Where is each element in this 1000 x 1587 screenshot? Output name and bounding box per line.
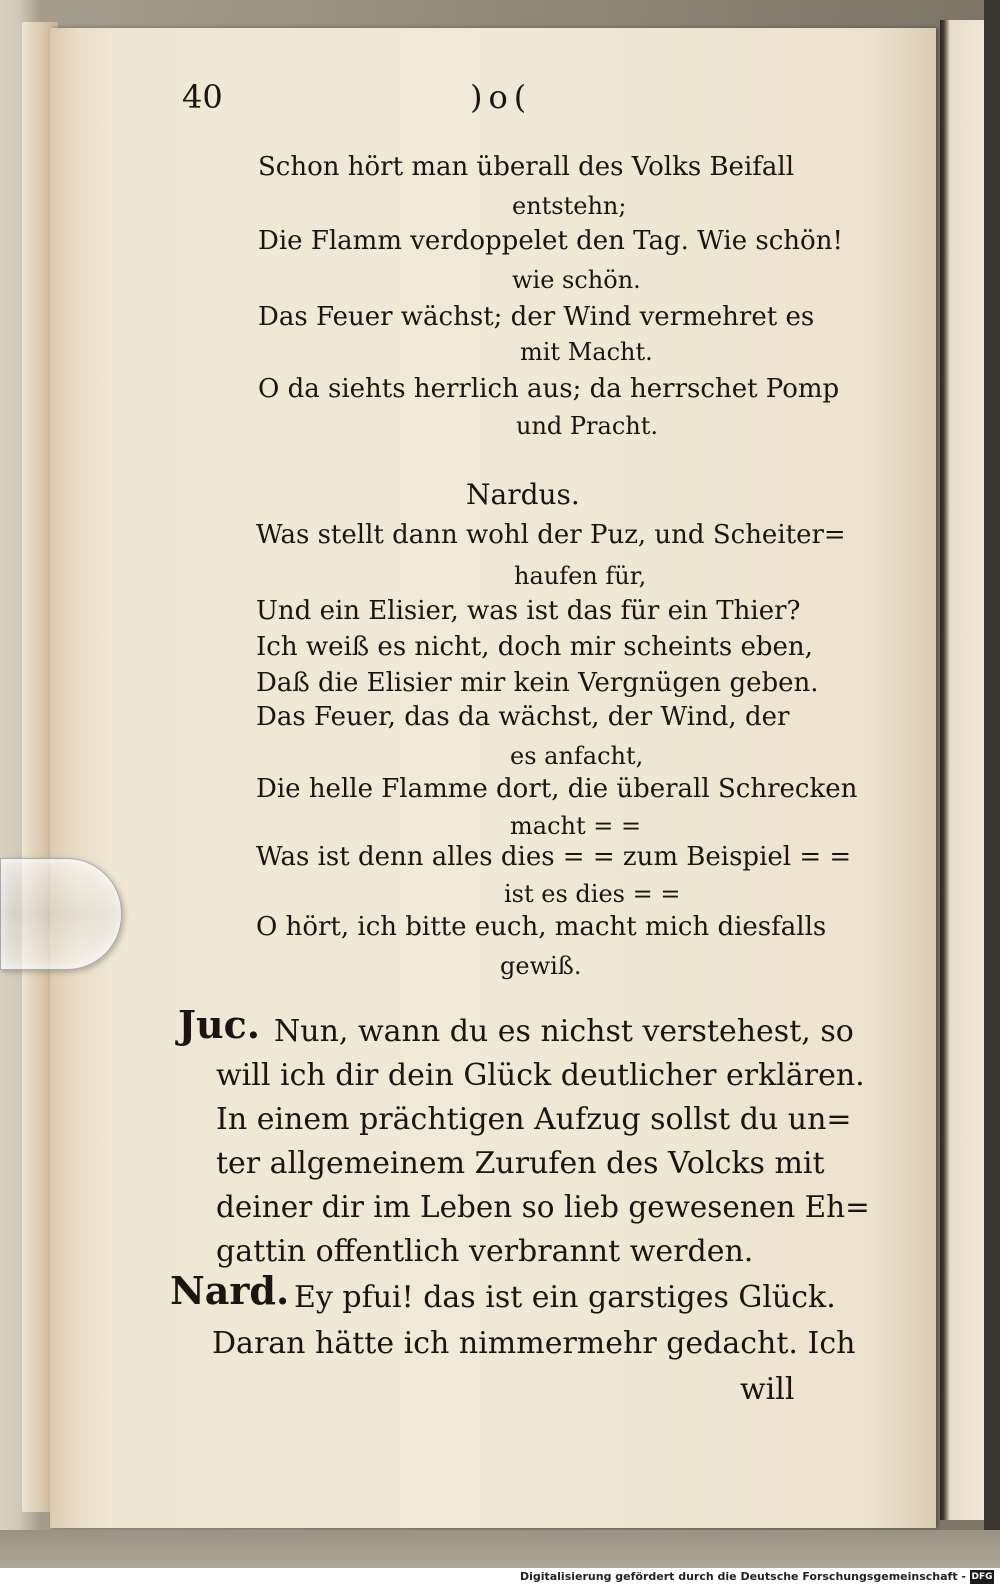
prose-line: ter allgemeinem Zurufen des Volcks mit (216, 1146, 825, 1181)
facing-page-edge (940, 20, 984, 1520)
digitization-credit: Digitalisierung gefördert durch die Deutsche Forschungsgemeinschaft - (519, 1570, 966, 1583)
catchword: will (740, 1372, 795, 1407)
verse-line: Das Feuer wächst; der Wind vermehret es (258, 302, 815, 332)
verse-continuation: entstehn; (512, 192, 627, 220)
prose-line: Ey pfui! das ist ein garstiges Glück. (294, 1280, 836, 1315)
verse-line: Schon hört man überall des Volks Beifall (258, 152, 795, 182)
verse-line: O hört, ich bitte euch, macht mich diesfalls (256, 912, 827, 942)
speaker-heading-nardus: Nardus. (466, 478, 580, 511)
speaker-tag-nard: Nard. (170, 1268, 290, 1313)
page-number: 40 (182, 78, 223, 116)
verse-continuation: ist es dies = = (504, 880, 681, 908)
prose-line: gattin offentlich verbrannt werden. (216, 1234, 754, 1269)
verse-line: Die Flamm verdoppelet den Tag. Wie schön! (258, 226, 843, 256)
verse-continuation: gewiß. (500, 952, 582, 980)
verse-line: Was stellt dann wohl der Puz, und Scheiter= (256, 520, 846, 550)
verse-line: Und ein Elisier, was ist das für ein Thier? (256, 596, 801, 626)
prose-line: Nun, wann du es nichst verstehest, so (274, 1014, 854, 1049)
speaker-tag-juc: Juc. (178, 1002, 260, 1047)
prose-line: deiner dir im Leben so lieb gewesenen Eh= (216, 1190, 870, 1225)
prose-line: Daran hätte ich nimmermehr gedacht. Ich (212, 1326, 856, 1361)
verse-continuation: wie schön. (512, 266, 641, 294)
verse-line: Das Feuer, das da wächst, der Wind, der (256, 702, 790, 732)
verse-continuation: und Pracht. (516, 412, 659, 440)
verse-line: Daß die Elisier mir kein Vergnügen geben. (256, 668, 819, 698)
verse-continuation: macht = = (510, 812, 642, 840)
prose-line: will ich dir dein Glück deutlicher erklären. (216, 1058, 865, 1093)
verse-line: Die helle Flamme dort, die überall Schrecken (256, 774, 858, 804)
verse-line: O da siehts herrlich aus; da herrschet Pomp (258, 374, 840, 404)
book-spine-shadow (984, 0, 1000, 1560)
header-ornament: )o( (470, 78, 533, 116)
verse-continuation: es anfacht, (510, 742, 644, 770)
verse-line: Ich weiß es nicht, doch mir scheints eben, (256, 632, 813, 662)
verse-continuation: mit Macht. (520, 338, 653, 366)
verse-line: Was ist denn alles dies = = zum Beispiel = = (256, 842, 852, 872)
dfg-logo: DFG (971, 1572, 993, 1582)
prose-line: In einem prächtigen Aufzug sollst du un= (216, 1102, 852, 1137)
verse-continuation: haufen für, (514, 562, 647, 590)
glass-page-clip (0, 858, 122, 970)
